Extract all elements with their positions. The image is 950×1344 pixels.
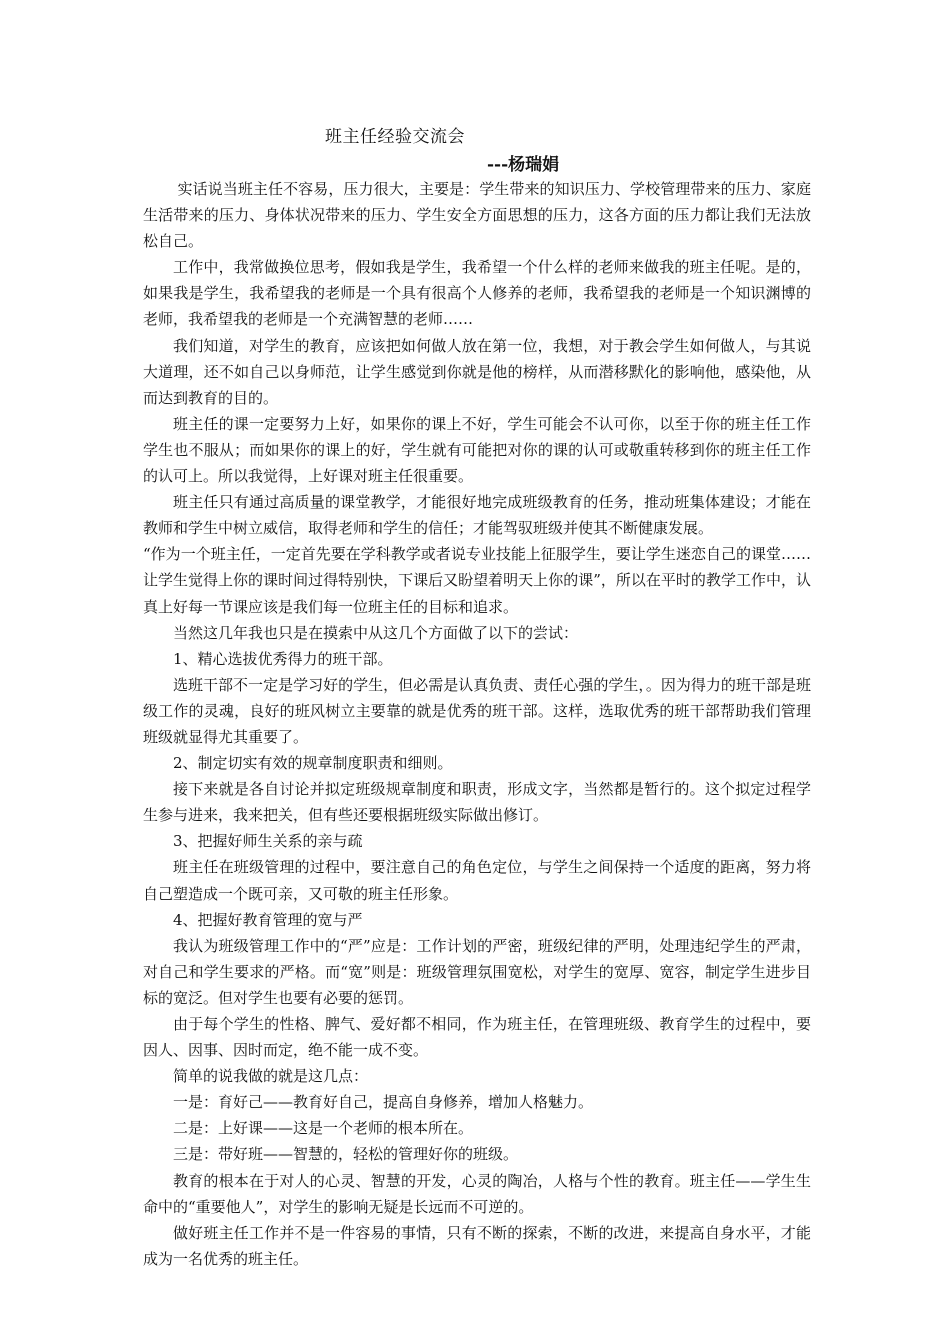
paragraph: 接下来就是各自讨论并拟定班级规章制度和职责，形成文字，当然都是暂行的。这个拟定过程学生参与进来，我来把关，但有些还要根据班级实际做出修订。 bbox=[143, 780, 811, 825]
paragraph: 实话说当班主任不容易，压力很大，主要是：学生带来的知识压力、学校管理带来的压力、家庭生活带来的压力、身体状况带来的压力、学生安全方面思想的压力，这各方面的压力都让我们无法放松自己。 bbox=[143, 180, 811, 251]
paragraph: 班主任在班级管理的过程中，要注意自己的角色定位，与学生之间保持一个适度的距离，努力将自己塑造成一个既可亲，又可敬的班主任形象。 bbox=[143, 858, 811, 903]
paragraph: 班主任的课一定要努力上好，如果你的课上不好，学生可能会不认可你，以至于你的班主任工作学生也不服从；而如果你的课上的好，学生就有可能把对你的课的认可或敬重转移到你的班主任工作的认可上。所以我觉得，上好课对班主任很重要。 bbox=[143, 414, 811, 486]
paragraph: 做好班主任工作并不是一件容易的事情，只有不断的探索，不断的改进，来提高自身水平，才能成为一名优秀的班主任。 bbox=[143, 1223, 811, 1268]
section-heading: 1、精心选拔优秀得力的班干部。 bbox=[173, 649, 393, 668]
section-heading: 2、制定切实有效的规章制度职责和细则。 bbox=[173, 754, 453, 773]
document-body bbox=[143, 176, 811, 1272]
paragraph: 工作中，我常做换位思考，假如我是学生，我希望一个什么样的老师来做我的班主任呢。是的，如果我是学生，我希望我的老师是一个具有很高个人修养的老师，我希望我的老师是一个知识渊博的老师，我希望我的老师是一个充满智慧的老师…… bbox=[143, 258, 811, 329]
paragraph: 教育的根本在于对人的心灵、智慧的开发，心灵的陶冶，人格与个性的教育。班主任——学生生命中的“重要他人”，对学生的影响无疑是长远而不可逆的。 bbox=[143, 1171, 811, 1216]
document-author: ---杨瑞娟 bbox=[487, 155, 560, 175]
list-item: 一是：育好己——教育好自己，提高自身修养，增加人格魅力。 bbox=[173, 1093, 594, 1112]
paragraph: 简单的说我做的就是这几点： bbox=[173, 1067, 369, 1086]
paragraph: 我们知道，对学生的教育，应该把如何做人放在第一位，我想，对于教会学生如何做人，与其说大道理，还不如自己以身师范，让学生感觉到你就是他的榜样，从而潜移默化的影响他，感染他，从而达到教育的目的。 bbox=[143, 336, 811, 407]
paragraph: 当然这几年我也只是在摸索中从这几个方面做了以下的尝试： bbox=[173, 623, 579, 642]
section-heading: 3、把握好师生关系的亲与疏 bbox=[173, 832, 363, 851]
paragraph: 选班干部不一定是学习好的学生，但必需是认真负责、责任心强的学生，。因为得力的班干部是班级工作的灵魂，良好的班风树立主要靠的就是优秀的班干部。这样，选取优秀的班干部帮助我们管理班级就显得尤其重要了。 bbox=[143, 675, 811, 746]
list-item: 三是：带好班——智慧的，轻松的管理好你的班级。 bbox=[173, 1145, 519, 1164]
document-title: 班主任经验交流会 bbox=[325, 127, 465, 147]
paragraph: “作为一个班主任，一定首先要在学科教学或者说专业技能上征服学生，要让学生迷恋自己的课堂……让学生觉得上你的课时间过得特别快，下课后又盼望着明天上你的课”，所以在平时的教学工作中，认真上好每一节课应该是我们每一位班主任的目标和追求。 bbox=[143, 545, 811, 616]
section-heading: 4、把握好教育管理的宽与严 bbox=[173, 910, 363, 929]
paragraph: 我认为班级管理工作中的“严”应是：工作计划的严密，班级纪律的严明，处理违纪学生的严肃，对自己和学生要求的严格。而“宽”则是：班级管理氛围宽松，对学生的宽厚、宽容，制定学生进步目标的宽泛。但对学生也要有必要的惩罚。 bbox=[143, 936, 811, 1007]
paragraph: 由于每个学生的性格、脾气、爱好都不相同，作为班主任，在管理班级、教育学生的过程中，要因人、因事、因时而定，绝不能一成不变。 bbox=[143, 1015, 811, 1060]
list-item: 二是：上好课——这是一个老师的根本所在。 bbox=[173, 1119, 474, 1138]
paragraph: 班主任只有通过高质量的课堂教学，才能很好地完成班级教育的任务，推动班集体建设；才能在教师和学生中树立威信，取得老师和学生的信任；才能驾驭班级并使其不断健康发展。 bbox=[143, 493, 811, 538]
